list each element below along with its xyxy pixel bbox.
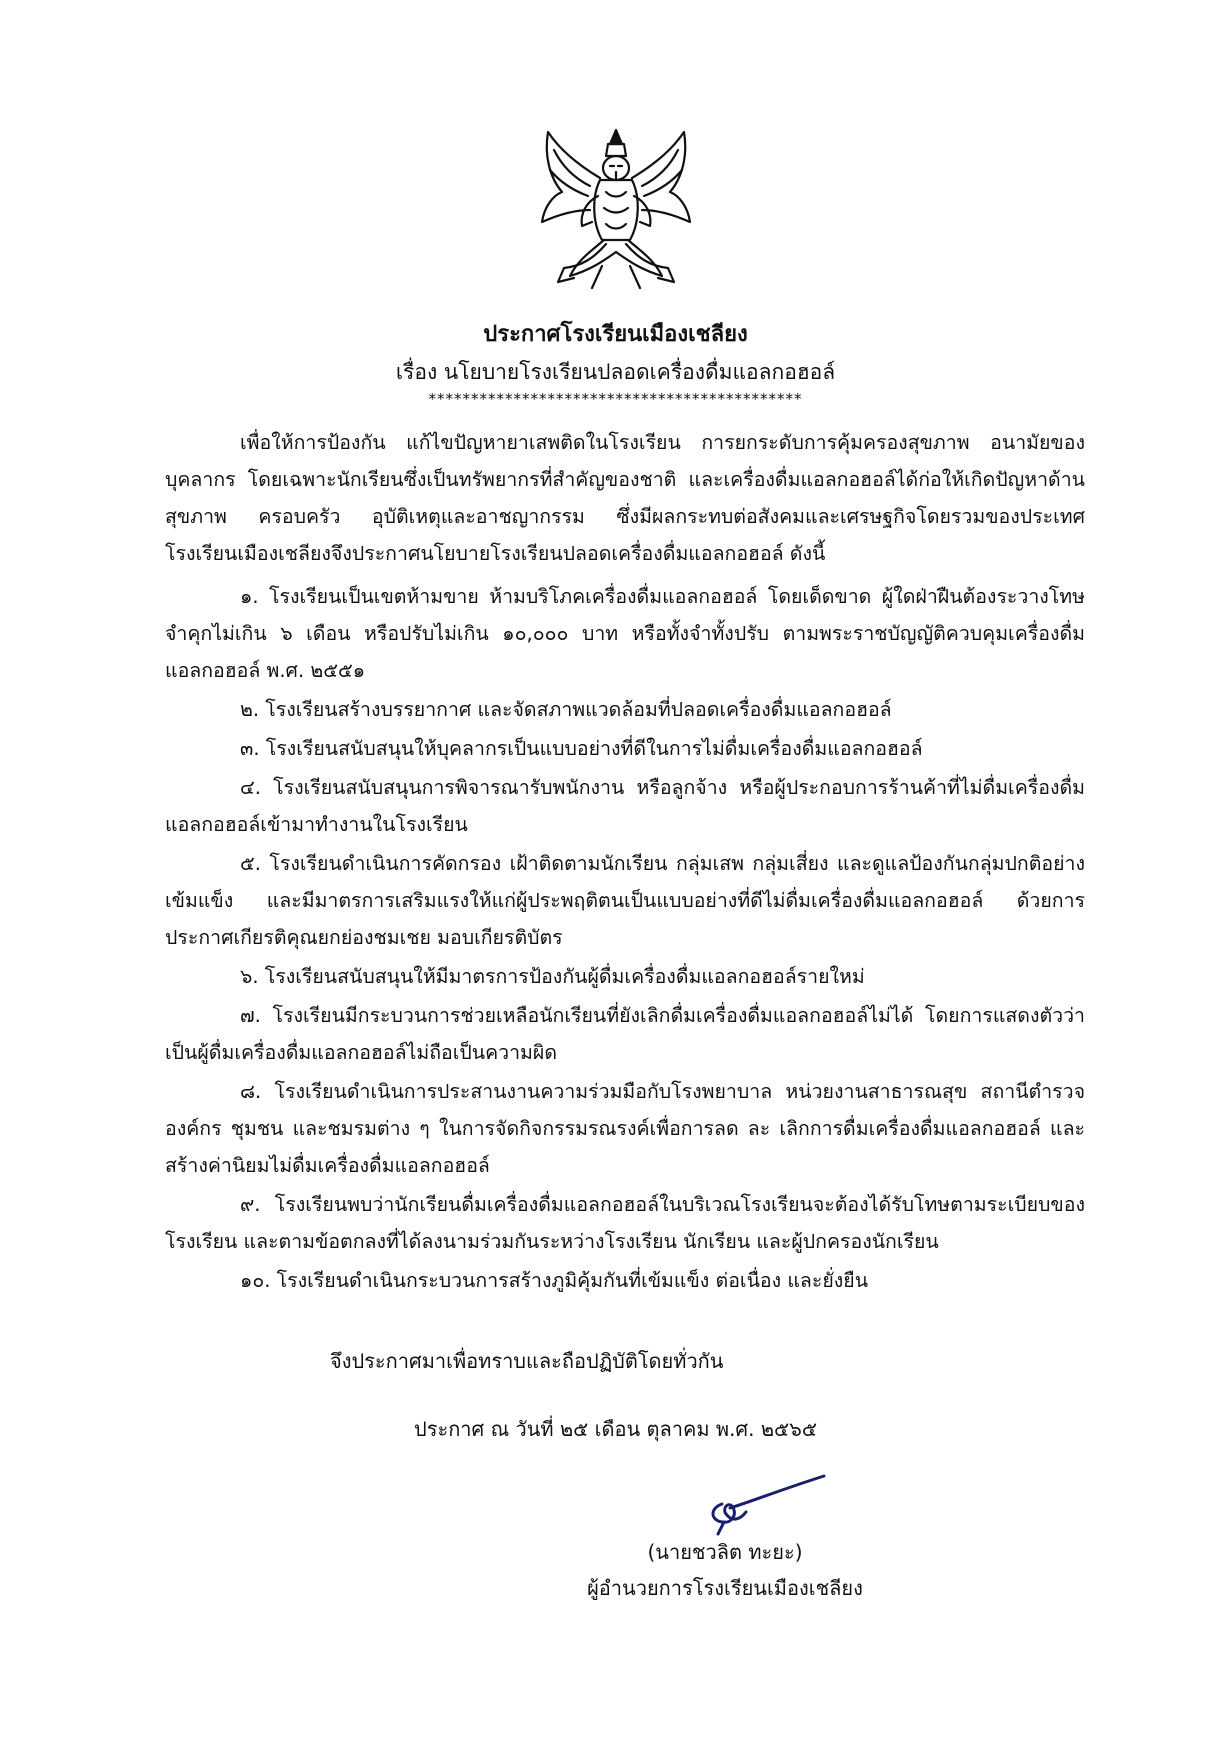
policy-item-2: ๒. โรงเรียนสร้างบรรยากาศ และจัดสภาพแวดล้อมที่ปลอดเครื่องดื่มแอลกอฮอล์ [240,698,892,721]
signer-position: ผู้อำนวยการโรงเรียนเมืองเชลียง [587,1576,863,1600]
policy-item-6: ๖. โรงเรียนสนับสนุนให้มีมาตรการป้องกันผู้ดื่มเครื่องดื่มแอลกอฮอล์รายใหม่ [240,965,865,988]
policy-item-5: ๕. โรงเรียนดำเนินการคัดกรอง เฝ้าติดตามนักเรียน กลุ่มเสพ กลุ่มเสี่ยง และดูแลป้องกันกลุ่มปกติอย่างเข้มแข็ง และมีมาตรการเสริมแรงให้แก่ผู้ประพฤติตนเป็นแบบอย่างที่ดีไม่ดื่มเครื่องดื่มแอลกอฮอล์ ด้วยการประกาศเกียรติคุณยกย่องชมเชย มอบเกียรติบัตร [165,852,1085,949]
signer-name: (นายชวลิต ทะยะ) [647,1540,803,1564]
handwritten-signature-icon [700,1468,830,1538]
policy-item-7: ๗. โรงเรียนมีกระบวนการช่วยเหลือนักเรียนที่ยังเลิกดื่มเครื่องดื่มแอลกอฮอล์ไม่ได้ โดยการแสดงตัวว่าเป็นผู้ดื่มเครื่องดื่มแอลกอฮอล์ไม่ถือเป็นความผิด [165,1004,1085,1064]
policy-item-9: ๙. โรงเรียนพบว่านักเรียนดื่มเครื่องดื่มแอลกอฮอล์ในบริเวณโรงเรียนจะต้องได้รับโทษตามระเบียบของโรงเรียน และตามข้อตกลงที่ได้ลงนามร่วมกันระหว่างโรงเรียน นักเรียน และผู้ปกครองนักเรียน [165,1193,1085,1253]
garuda-emblem-icon [530,126,702,294]
policy-item-8: ๘. โรงเรียนดำเนินการประสานงานความร่วมมือกับโรงพยาบาล หน่วยงานสาธารณสุข สถานีตำรวจ องค์กร ชุมชน และชมรมต่าง ๆ ในการจัดกิจกรรมรณรงค์เพื่อการลด ละ เลิกการดื่มเครื่องดื่มแอลกอฮอล์ และสร้างค่านิยมไม่ดื่มเครื่องดื่มแอลกอฮอล์ [165,1080,1085,1177]
policy-item-10: ๑๐. โรงเรียนดำเนินกระบวนการสร้างภูมิคุ้มกันที่เข้มแข็ง ต่อเนื่อง และยั่งยืน [240,1269,869,1292]
announcement-date: ประกาศ ณ วันที่ ๒๕ เดือน ตุลาคม พ.ศ. ๒๕๖๕ [414,1417,817,1441]
closing-statement: จึงประกาศมาเพื่อทราบและถือปฏิบัติโดยทั่วกัน [330,1349,724,1373]
policy-item-3: ๓. โรงเรียนสนับสนุนให้บุคลากรเป็นแบบอย่างที่ดีในการไม่ดื่มเครื่องดื่มแอลกอฮอล์ [240,737,923,760]
announcement-title: ประกาศโรงเรียนเมืองเชลียง [483,322,748,347]
policy-item-1: ๑. โรงเรียนเป็นเขตห้ามขาย ห้ามบริโภคเครื่องดื่มแอลกอฮอล์ โดยเด็ดขาด ผู้ใดฝ่าฝืนต้องระวางโทษ จำคุกไม่เกิน ๖ เดือน หรือปรับไม่เกิน ๑๐,๐๐๐ บาท หรือทั้งจำทั้งปรับ ตามพระราชบัญญัติควบคุมเครื่องดื่มแอลกอฮอล์ พ.ศ. ๒๕๕๑ [165,585,1085,682]
announcement-subject: เรื่อง นโยบายโรงเรียนปลอดเครื่องดื่มแอลกอฮอล์ [395,360,836,384]
intro-paragraph: เพื่อให้การป้องกัน แก้ไขปัญหายาเสพติดในโรงเรียน การยกระดับการคุ้มครองสุขภาพ อนามัยของบุคลากร โดยเฉพาะนักเรียนซึ่งเป็นทรัพยากรที่สำคัญของชาติ และเครื่องดื่มแอลกอฮอล์ได้ก่อให้เกิดปัญหาด้านสุขภาพ ครอบครัว อุบัติเหตุและอาชญากรรม ซึ่งมีผลกระทบต่อสังคมและเศรษฐกิจโดยรวมของประเทศ โรงเรียนเมืองเชลียงจึงประกาศนโยบายโรงเรียนปลอดเครื่องดื่มแอลกอฮอล์ ดังนี้ [165,431,1085,565]
separator-line: ******************************************** [428,390,803,408]
policy-item-4: ๔. โรงเรียนสนับสนุนการพิจารณารับพนักงาน หรือลูกจ้าง หรือผู้ประกอบการร้านค้าที่ไม่ดื่มเครื่องดื่มแอลกอฮอล์เข้ามาทำงานในโรงเรียน [165,776,1085,836]
announcement-body [165,424,1085,1301]
